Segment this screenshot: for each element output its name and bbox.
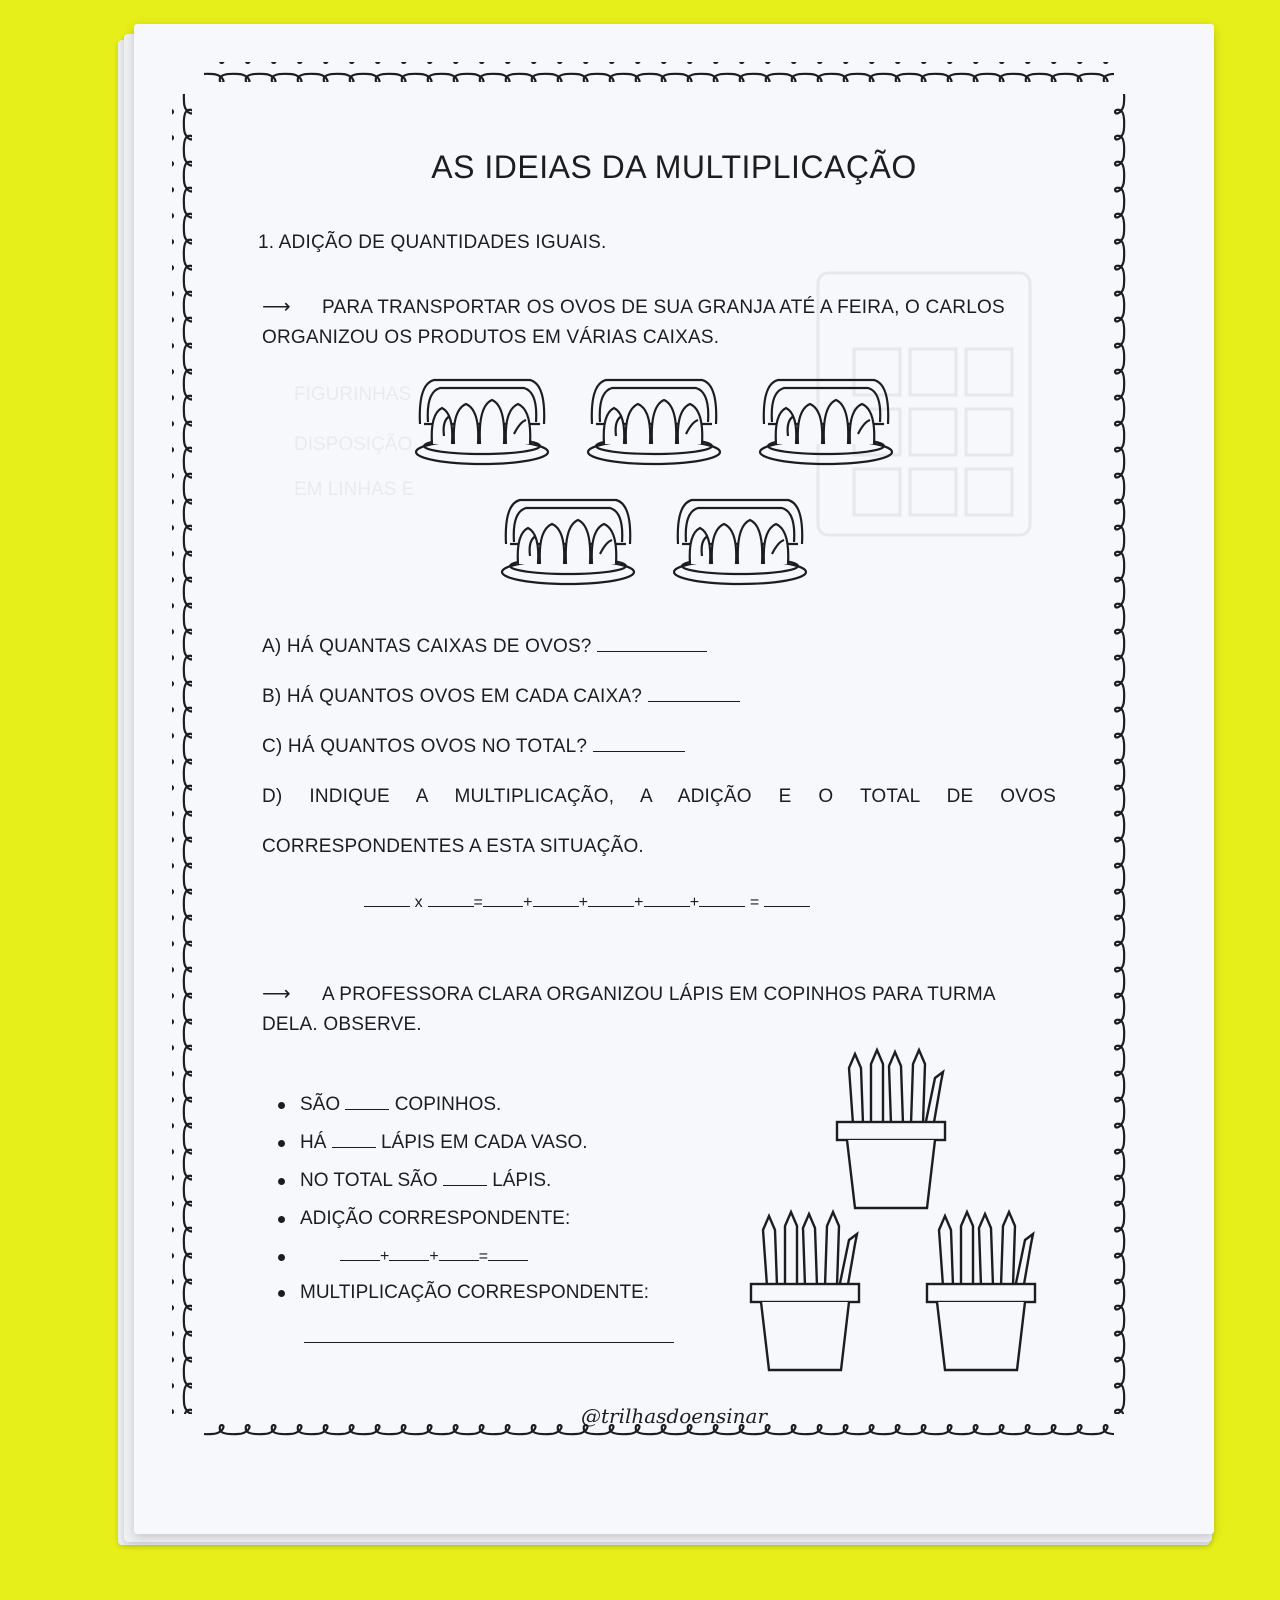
- equation-blank[interactable]: [699, 892, 745, 907]
- show-through-text: DISPOSIÇÃO: [294, 434, 413, 455]
- answer-blank-total[interactable]: [443, 1171, 487, 1186]
- show-through-text: EM LINHAS E: [294, 479, 415, 500]
- addition-blank[interactable]: [488, 1246, 528, 1261]
- list-item: MULTIPLICAÇÃO CORRESPONDENTE:: [274, 1282, 649, 1304]
- equation-blank[interactable]: [428, 892, 474, 907]
- answer-blank-c[interactable]: [593, 737, 685, 752]
- question-d-line2: CORRESPONDENTES A ESTA SITUAÇÃO.: [262, 836, 644, 857]
- answer-blank-a[interactable]: [597, 637, 707, 652]
- author-credit: @trilhasdoensinar: [580, 1404, 768, 1428]
- pencil-cups-illustration: [739, 1044, 1049, 1374]
- addition-row: + + =: [274, 1246, 649, 1266]
- list-item: SÃO COPINHOS.: [274, 1094, 649, 1116]
- addition-blank[interactable]: [389, 1246, 429, 1261]
- problem2-text-line2: DELA. OBSERVE.: [262, 1014, 422, 1035]
- equation-blank[interactable]: [644, 892, 690, 907]
- equation-blank[interactable]: [364, 892, 410, 907]
- answer-blank-b[interactable]: [648, 687, 740, 702]
- problem1-text-line1: ⟶ PARA TRANSPORTAR OS OVOS DE SUA GRANJA ATÉ A FEIRA, O CARLOS: [262, 296, 1005, 318]
- addition-blank[interactable]: [439, 1246, 479, 1261]
- list-item: ADIÇÃO CORRESPONDENTE:: [274, 1208, 649, 1230]
- section-heading: 1. ADIÇÃO DE QUANTIDADES IGUAIS.: [258, 232, 607, 253]
- equation-blank[interactable]: [588, 892, 634, 907]
- question-b: B) HÁ QUANTOS OVOS EM CADA CAIXA?: [262, 686, 740, 708]
- pencil-questions-list: [274, 1094, 649, 1320]
- question-c: C) HÁ QUANTOS OVOS NO TOTAL?: [262, 736, 685, 758]
- equation-blank[interactable]: [483, 892, 523, 907]
- question-d-line1: D) INDIQUE A MULTIPLICAÇÃO, A ADIÇÃO E O TOTAL DE OVOS: [262, 786, 1056, 807]
- multiplication-answer-line[interactable]: [304, 1328, 674, 1343]
- problem2-text-line1: ⟶ A PROFESSORA CLARA ORGANIZOU LÁPIS EM COPINHOS PARA TURMA: [262, 983, 996, 1005]
- worksheet-page: [134, 24, 1214, 1534]
- addition-blank[interactable]: [340, 1246, 380, 1261]
- egg-boxes-illustration: [414, 374, 894, 624]
- answer-blank-cups[interactable]: [345, 1095, 389, 1110]
- show-through-text: FIGURINHAS: [294, 384, 412, 405]
- equation-row: x = + + + + =: [364, 892, 810, 912]
- answer-blank-per-cup[interactable]: [332, 1133, 376, 1148]
- question-a: A) HÁ QUANTAS CAIXAS DE OVOS?: [262, 636, 707, 658]
- page-title: AS IDEIAS DA MULTIPLICAÇÃO: [431, 149, 917, 185]
- equation-blank[interactable]: [764, 892, 810, 907]
- problem1-text-line2: ORGANIZOU OS PRODUTOS EM VÁRIAS CAIXAS.: [262, 327, 720, 348]
- list-item: HÁ LÁPIS EM CADA VASO.: [274, 1132, 649, 1154]
- equation-blank[interactable]: [533, 892, 579, 907]
- list-item: NO TOTAL SÃO LÁPIS.: [274, 1170, 649, 1192]
- arrow-right-icon: ⟶: [262, 296, 291, 318]
- arrow-right-icon: ⟶: [262, 983, 291, 1005]
